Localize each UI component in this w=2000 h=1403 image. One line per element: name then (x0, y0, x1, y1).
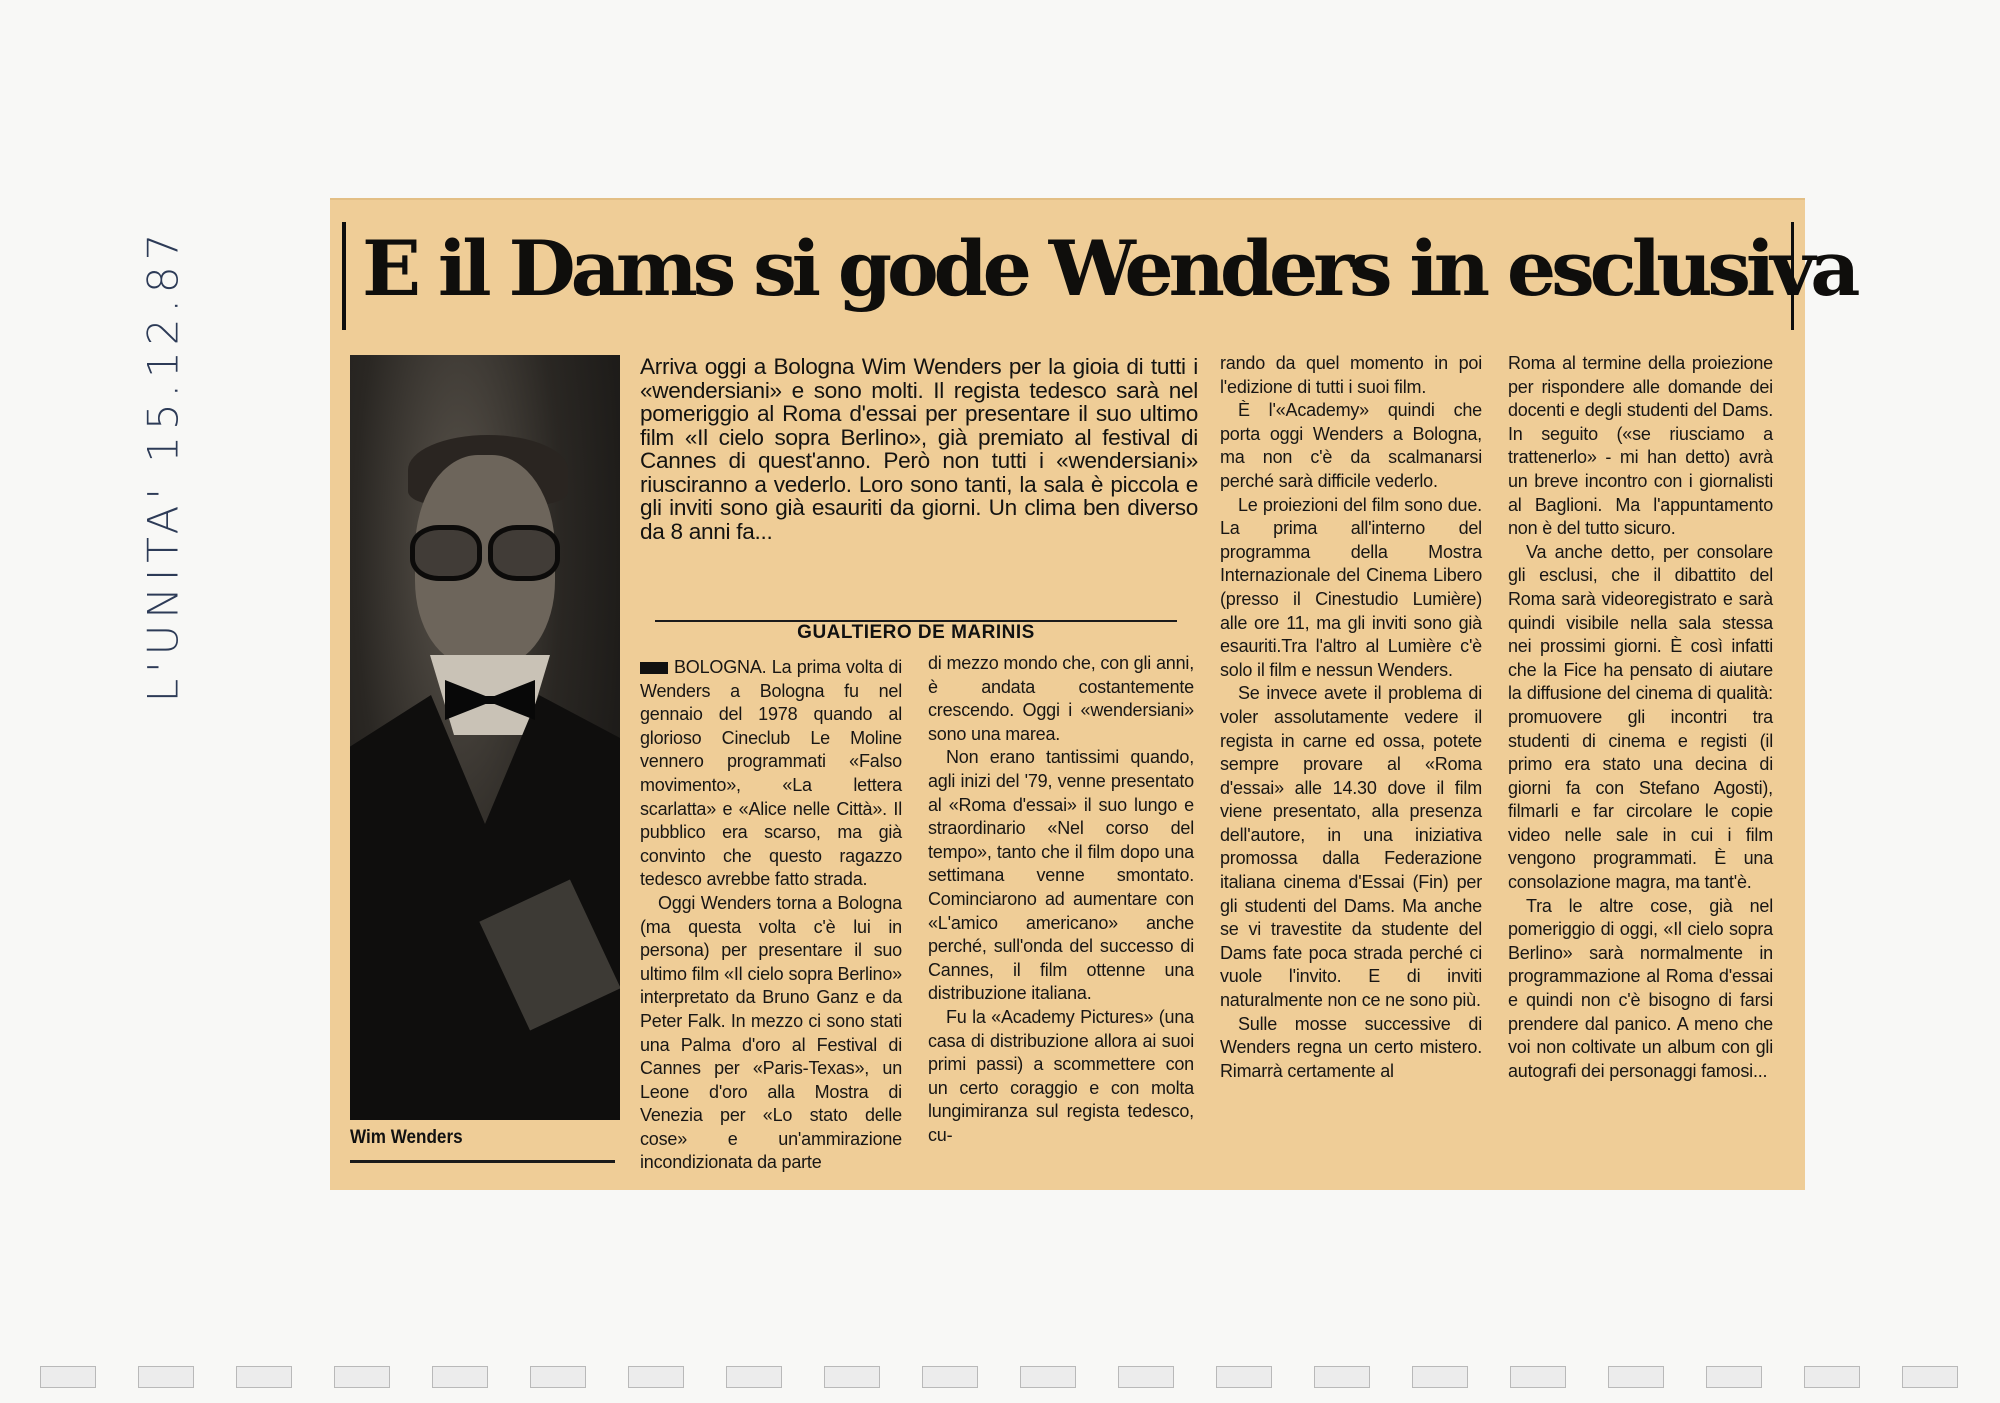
binder-hole (1020, 1366, 1076, 1388)
binder-hole (1608, 1366, 1664, 1388)
binder-hole (922, 1366, 978, 1388)
handwritten-note-text: L'UNITA' 15.12.87 (138, 227, 188, 703)
column-2-paragraph-2: Non erano tantissimi quando, agli inizi del '79, venne presentato al «Roma d'essai» il suo lungo e straordinario «Nel corso del tempo», tanto che il film dopo una settimana venne smontato. Cominciarono ad aumentare con «L'amico americano» anche perché, sull'onda del successo di Cannes, il film ottenne una distribuzione italiana. (928, 747, 1194, 1004)
binder-hole (1510, 1366, 1566, 1388)
dateline: BOLOGNA. (674, 657, 767, 677)
binder-hole (1216, 1366, 1272, 1388)
photo-caption: Wim Wenders (350, 1127, 463, 1148)
article-column-4 (1508, 352, 1773, 1083)
article-column-1 (640, 656, 902, 1175)
column-1-paragraph-2: Oggi Wenders torna a Bologna (ma questa volta c'è lui in persona) per presentare il suo ultimo film «Il cielo sopra Berlino» interpretato da Bruno Ganz e da Peter Falk. In mezzo ci sono stati una Palma d'oro al Festival di Cannes per «Paris-Texas», un Leone d'oro alla Mostra di Venezia per «Lo stato delle cose» e un'ammirazione incondizionata da parte (640, 892, 902, 1173)
column-3-paragraph-3: Le proiezioni del film sono due. La prima all'interno del programma della Mostra Internazionale del Cinema Libero (presso il Cinestudio Lumière) alle ore 11, ma gli inviti sono già esauriti.Tra l'altro al Lumière c'è solo il film e nessun Wenders. (1220, 494, 1482, 680)
binder-hole (334, 1366, 390, 1388)
column-3-paragraph-2: È l'«Academy» quindi che porta oggi Wenders a Bologna, ma non c'è da scalmanarsi perché sarà difficile vederlo. (1220, 400, 1482, 491)
lead-paragraph: Arriva oggi a Bologna Wim Wenders per la gioia di tutti i «wendersiani» e sono molti. Il regista tedesco sarà nel pomeriggio al Roma d'essai per presentare il suo ultimo film «Il cielo sopra Berlino», già premiato al festival di Cannes di quest'anno. Però non tutti i «wendersiani» riusciranno a vederlo. Loro sono tanti, la sala è piccola e gli inviti sono già esauriti da giorni. Un clima ben diverso da 8 anni fa... (640, 354, 1198, 544)
column-2-paragraph-3: Fu la «Academy Pictures» (una casa di distribuzione allora ai suoi primi passi) a scommettere con un certo coraggio e con molta lungimiranza sul regista tedesco, cu- (928, 1006, 1194, 1145)
column-3-paragraph-5: Sulle mosse successive di Wenders regna un certo mistero. Rimarrà certamente al (1220, 1013, 1482, 1081)
binder-hole (1314, 1366, 1370, 1388)
photo-glasses (410, 525, 560, 575)
column-4-paragraph-3: Tra le altre cose, già nel pomeriggio di oggi, «Il cielo sopra Berlino» sarà normalmente in programmazione al Roma d'essai e quindi non c'è bisogno di farsi prendere dal panico. A meno che voi non coltivate un album con gli autografi dei personaggi famosi... (1508, 895, 1773, 1081)
binder-hole (236, 1366, 292, 1388)
binder-hole (1412, 1366, 1468, 1388)
column-3-paragraph-4: Se invece avete il problema di voler assolutamente vedere il regista in carne ed ossa, potete sempre provare al «Roma d'essai» alle 14.30 dove il film viene presentato, alla presenza dell'autore, in una iniziativa promossa dalla Federazione italiana cinema d'Essai (Fin) per gli studenti del Dams. Ma anche se vi travestite da studente del Dams fate poca strada perché ci vuole l'invito. E di inviti naturalmente non ce ne sono più. (1220, 683, 1482, 1011)
handwritten-source-note (118, 227, 208, 703)
binder-hole (40, 1366, 96, 1388)
column-1-text-1: La prima volta di Wenders a Bologna fu nel gennaio del 1978 quando al glorioso Cineclub Le Moline vennero programmati «Falso movimento», «La lettera scarlatta» e «Alice nelle Città». Il pubblico era scarso, ma già convinto che questo ragazzo tedesco avrebbe fatto strada. (640, 657, 902, 890)
binder-hole (824, 1366, 880, 1388)
binder-hole (1118, 1366, 1174, 1388)
column-1-paragraph-1 (640, 656, 902, 892)
binder-hole (138, 1366, 194, 1388)
article-column-3 (1220, 352, 1482, 1083)
binder-hole (432, 1366, 488, 1388)
binder-hole (1804, 1366, 1860, 1388)
dateline-marker-icon (640, 662, 668, 674)
caption-rule (350, 1160, 615, 1163)
headline-box (342, 222, 1856, 330)
article-column-2 (928, 652, 1194, 1147)
binder-hole (1902, 1366, 1958, 1388)
binder-hole (530, 1366, 586, 1388)
column-4-paragraph-1: Roma al termine della proiezione per rispondere alle domande dei docenti e degli studenti del Dams. In seguito («se riusciamo a trattenerlo» - mi han detto) avrà un breve incontro con i giornalisti al Baglioni. Ma l'appuntamento non è del tutto sicuro. (1508, 353, 1773, 539)
headline: E il Dams si gode Wenders in esclusiva (362, 224, 1856, 313)
byline: GUALTIERO DE MARINIS (797, 622, 1035, 643)
binder-holes (40, 1366, 1960, 1388)
binder-hole (726, 1366, 782, 1388)
binder-hole (1706, 1366, 1762, 1388)
binder-hole (628, 1366, 684, 1388)
column-3-paragraph-1: rando da quel momento in poi l'edizione di tutti i suoi film. (1220, 353, 1482, 397)
column-4-paragraph-2: Va anche detto, per consolare gli esclusi, che il dibattito del Roma sarà videoregistrato e sarà quindi visibile nella sala stessa nei prossimi giorni. È così infatti che la Fice ha pensato di aiutare la diffusione del cinema di qualità: promuovere gli incontri tra studenti di cinema e registi (il primo era stato una decina di giorni fa con Stefano Agosti), filmarli e far circolare le copie video nelle sale in cui i film vengono programmati. È una consolazione magra, ma tant'è. (1508, 541, 1773, 893)
portrait-photo (350, 355, 620, 1120)
column-2-paragraph-1: di mezzo mondo che, con gli anni, è andata costantemente crescendo. Oggi i «wendersiani» sono una marea. (928, 653, 1194, 744)
